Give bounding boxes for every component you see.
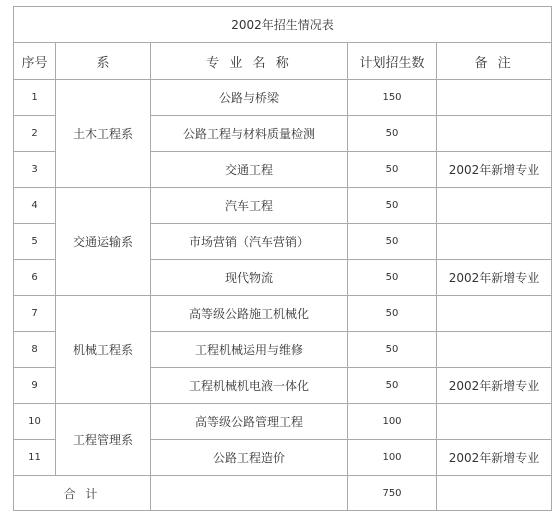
table-row	[14, 80, 552, 116]
major-cell: 公路工程造价	[151, 440, 348, 476]
department-cell: 机械工程系	[56, 296, 151, 404]
row-index: 1	[14, 80, 56, 116]
table-row	[14, 404, 552, 440]
quota-cell: 50	[348, 260, 437, 296]
quota-cell: 50	[348, 332, 437, 368]
remark-cell	[437, 116, 552, 152]
total-remark-empty	[437, 476, 552, 511]
major-cell: 工程机械运用与维修	[151, 332, 348, 368]
row-index: 6	[14, 260, 56, 296]
major-cell: 公路工程与材料质量检测	[151, 116, 348, 152]
table-row	[14, 188, 552, 224]
row-index: 5	[14, 224, 56, 260]
total-major-empty	[151, 476, 348, 511]
quota-cell: 150	[348, 80, 437, 116]
row-index: 8	[14, 332, 56, 368]
remark-cell: 2002年新增专业	[437, 260, 552, 296]
major-cell: 工程机械机电液一体化	[151, 368, 348, 404]
row-index: 9	[14, 368, 56, 404]
quota-cell: 100	[348, 440, 437, 476]
row-index: 7	[14, 296, 56, 332]
remark-cell	[437, 332, 552, 368]
header-quota: 计划招生数	[348, 43, 437, 80]
quota-cell: 100	[348, 404, 437, 440]
header-major: 专 业 名 称	[151, 43, 348, 80]
major-cell: 高等级公路施工机械化	[151, 296, 348, 332]
quota-cell: 50	[348, 116, 437, 152]
row-index: 10	[14, 404, 56, 440]
department-cell: 土木工程系	[56, 80, 151, 188]
row-index: 2	[14, 116, 56, 152]
major-cell: 公路与桥梁	[151, 80, 348, 116]
quota-cell: 50	[348, 296, 437, 332]
major-cell: 汽车工程	[151, 188, 348, 224]
major-cell: 高等级公路管理工程	[151, 404, 348, 440]
row-index: 11	[14, 440, 56, 476]
row-index: 3	[14, 152, 56, 188]
major-cell: 交通工程	[151, 152, 348, 188]
remark-cell	[437, 224, 552, 260]
remark-cell: 2002年新增专业	[437, 152, 552, 188]
table-row	[14, 296, 552, 332]
total-row	[14, 476, 552, 511]
table-title: 2002年招生情况表	[14, 7, 552, 43]
enrollment-table	[13, 6, 552, 511]
remark-cell: 2002年新增专业	[437, 368, 552, 404]
header-index: 序号	[14, 43, 56, 80]
remark-cell	[437, 80, 552, 116]
department-cell: 工程管理系	[56, 404, 151, 476]
row-index: 4	[14, 188, 56, 224]
remark-cell	[437, 188, 552, 224]
major-cell: 市场营销（汽车营销）	[151, 224, 348, 260]
quota-cell: 50	[348, 188, 437, 224]
remark-cell	[437, 404, 552, 440]
remark-cell: 2002年新增专业	[437, 440, 552, 476]
remark-cell	[437, 296, 552, 332]
major-cell: 现代物流	[151, 260, 348, 296]
title-row	[14, 7, 552, 43]
header-department: 系	[56, 43, 151, 80]
quota-cell: 50	[348, 224, 437, 260]
total-quota: 750	[348, 476, 437, 511]
total-label: 合 计	[14, 476, 151, 511]
header-row	[14, 43, 552, 80]
quota-cell: 50	[348, 368, 437, 404]
header-remark: 备 注	[437, 43, 552, 80]
quota-cell: 50	[348, 152, 437, 188]
department-cell: 交通运输系	[56, 188, 151, 296]
